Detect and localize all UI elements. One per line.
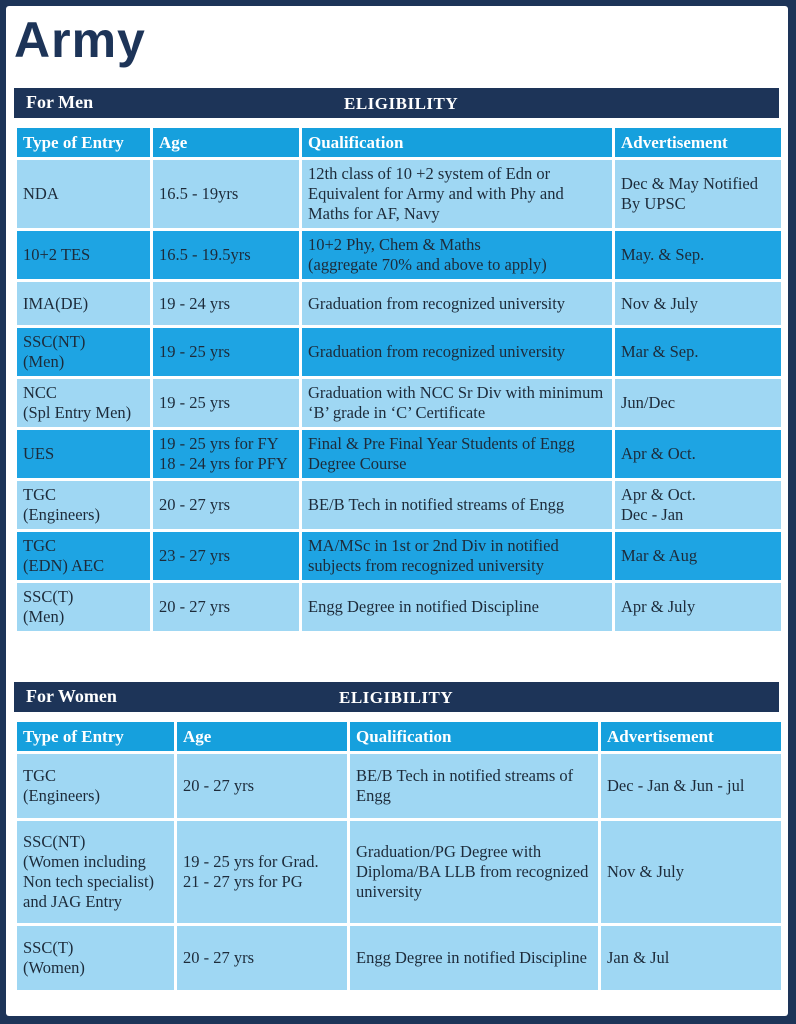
advertisement-cell: Dec - Jan & Jun - jul — [601, 754, 781, 818]
age-cell: 19 - 25 yrs for FY 18 - 24 yrs for PFY — [153, 430, 299, 478]
men-eligibility-heading: ELIGIBILITY — [344, 94, 459, 113]
men-eligibility-table — [14, 125, 784, 634]
table-row — [17, 430, 781, 478]
advertisement-cell: Mar & Aug — [615, 532, 781, 580]
entry-cell: TGC (Engineers) — [17, 481, 150, 529]
qualification-cell: BE/B Tech in notified streams of Engg — [302, 481, 612, 529]
qualification-cell: Final & Pre Final Year Students of Engg Degree Course — [302, 430, 612, 478]
age-cell: 20 - 27 yrs — [153, 481, 299, 529]
qualification-cell: Graduation from recognized university — [302, 282, 612, 325]
table-row — [17, 282, 781, 325]
header-type-of-entry: Type of Entry — [17, 722, 174, 751]
entry-cell: SSC(T) (Men) — [17, 583, 150, 631]
page — [6, 6, 788, 1016]
header-advertisement: Advertisement — [615, 128, 781, 157]
advertisement-cell: Mar & Sep. — [615, 328, 781, 376]
table-row — [17, 532, 781, 580]
table-row — [17, 821, 781, 923]
qualification-cell: Graduation with NCC Sr Div with minimum ‘B’ grade in ‘C’ Certificate — [302, 379, 612, 427]
advertisement-cell: May. & Sep. — [615, 231, 781, 279]
advertisement-cell: Apr & Oct. — [615, 430, 781, 478]
advertisement-cell: Nov & July — [601, 821, 781, 923]
header-age: Age — [177, 722, 347, 751]
age-cell: 19 - 25 yrs for Grad. 21 - 27 yrs for PG — [177, 821, 347, 923]
age-cell: 20 - 27 yrs — [177, 754, 347, 818]
qualification-cell: 10+2 Phy, Chem & Maths (aggregate 70% and above to apply) — [302, 231, 612, 279]
women-eligibility-heading: ELIGIBILITY — [339, 688, 454, 707]
women-header-row — [17, 722, 781, 751]
header-type-of-entry: Type of Entry — [17, 128, 150, 157]
age-cell: 16.5 - 19.5yrs — [153, 231, 299, 279]
men-section-band — [14, 88, 779, 118]
advertisement-cell: Apr & Oct. Dec - Jan — [615, 481, 781, 529]
entry-cell: SSC(T) (Women) — [17, 926, 174, 990]
table-row — [17, 328, 781, 376]
page-title: Army — [14, 12, 146, 68]
table-row — [17, 926, 781, 990]
women-section-band — [14, 682, 779, 712]
qualification-cell: Graduation from recognized university — [302, 328, 612, 376]
advertisement-cell: Dec & May Notified By UPSC — [615, 160, 781, 228]
qualification-cell: BE/B Tech in notified streams of Engg — [350, 754, 598, 818]
age-cell: 23 - 27 yrs — [153, 532, 299, 580]
entry-cell: TGC (EDN) AEC — [17, 532, 150, 580]
age-cell: 19 - 25 yrs — [153, 379, 299, 427]
entry-cell: NDA — [17, 160, 150, 228]
table-row — [17, 379, 781, 427]
header-qualification: Qualification — [350, 722, 598, 751]
entry-cell: UES — [17, 430, 150, 478]
header-age: Age — [153, 128, 299, 157]
advertisement-cell: Jan & Jul — [601, 926, 781, 990]
entry-cell: 10+2 TES — [17, 231, 150, 279]
entry-cell: IMA(DE) — [17, 282, 150, 325]
header-advertisement: Advertisement — [601, 722, 781, 751]
qualification-cell: Engg Degree in notified Discipline — [350, 926, 598, 990]
table-row — [17, 754, 781, 818]
qualification-cell: MA/MSc in 1st or 2nd Div in notified subjects from recognized university — [302, 532, 612, 580]
table-row — [17, 583, 781, 631]
age-cell: 19 - 25 yrs — [153, 328, 299, 376]
advertisement-cell: Apr & July — [615, 583, 781, 631]
advertisement-cell: Jun/Dec — [615, 379, 781, 427]
entry-cell: SSC(NT) (Women including Non tech specialist) and JAG Entry — [17, 821, 174, 923]
age-cell: 20 - 27 yrs — [153, 583, 299, 631]
entry-cell: SSC(NT) (Men) — [17, 328, 150, 376]
entry-cell: NCC (Spl Entry Men) — [17, 379, 150, 427]
table-row — [17, 231, 781, 279]
table-row — [17, 160, 781, 228]
entry-cell: TGC (Engineers) — [17, 754, 174, 818]
header-qualification: Qualification — [302, 128, 612, 157]
men-header-row — [17, 128, 781, 157]
age-cell: 20 - 27 yrs — [177, 926, 347, 990]
qualification-cell: Graduation/PG Degree with Diploma/BA LLB from recognized university — [350, 821, 598, 923]
age-cell: 19 - 24 yrs — [153, 282, 299, 325]
men-section-label: For Men — [26, 92, 94, 112]
qualification-cell: Engg Degree in notified Discipline — [302, 583, 612, 631]
women-eligibility-table — [14, 719, 784, 993]
women-section-label: For Women — [26, 686, 117, 706]
advertisement-cell: Nov & July — [615, 282, 781, 325]
age-cell: 16.5 - 19yrs — [153, 160, 299, 228]
qualification-cell: 12th class of 10 +2 system of Edn or Equivalent for Army and with Phy and Maths for AF, Navy — [302, 160, 612, 228]
table-row — [17, 481, 781, 529]
